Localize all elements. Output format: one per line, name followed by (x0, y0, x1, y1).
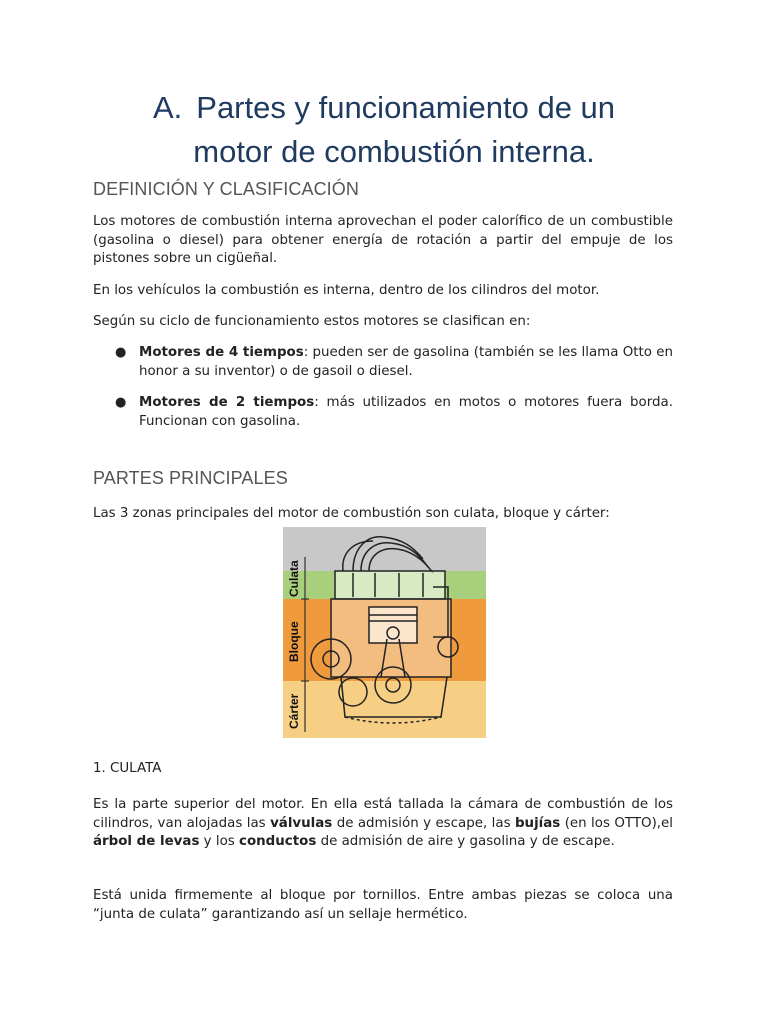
label-culata: Culata (287, 560, 301, 597)
text-span: de admisión y escape, las (332, 815, 515, 831)
bold-bujias: bujías (514, 815, 561, 831)
text-span: (en los OTTO),el (560, 815, 674, 831)
list-item-text: : pueden ser de gasolina (también se les llama Otto en honor a su inventor) o de gasoil o diesel. (139, 345, 673, 379)
section-heading-culata: 1. CULATA (93, 761, 162, 776)
bold-conductos: conductos (239, 834, 317, 849)
list-item-bold: Motores de 4 tiempos (139, 345, 304, 360)
list-item (93, 394, 673, 431)
title-line-1-text: Partes y funcionamiento de un (196, 90, 616, 125)
list-item (93, 344, 673, 381)
section-heading-partes: PARTES PRINCIPALES (93, 468, 288, 488)
paragraph-culata-1 (93, 796, 673, 852)
engine-diagram-svg (283, 527, 486, 738)
paragraph-definicion-1: Los motores de combustión interna aprovechan el poder calorífico de un combustible (gasolina o diesel) para obtener energía de rotación a partir del empuje de los pistones sobre un cigüeñal. (93, 214, 673, 266)
engine-diagram-image (283, 527, 486, 738)
label-bloque: Bloque (287, 621, 301, 662)
bullet-icon: ● (115, 395, 127, 410)
title-line-2: motor de combustión interna. (193, 134, 595, 169)
text-span: de admisión de aire y gasolina y de escape. (316, 834, 615, 849)
paragraph-definicion-3: Según su ciclo de funcionamiento estos motores se clasifican en: (93, 314, 531, 329)
list-item-text: : más utilizados en motos o motores fuera borda. Funcionan con gasolina. (139, 395, 673, 429)
title-line-1 (0, 86, 768, 130)
text-span: y los (199, 834, 240, 849)
bold-arbol-de-levas: árbol de levas (93, 834, 200, 849)
paragraph-partes-1: Las 3 zonas principales del motor de combustión son culata, bloque y cárter: (93, 506, 610, 521)
band-carter (283, 681, 486, 738)
text-span: Es la parte superior del motor. En ella está tallada la cámara de combustión de los cilindros, van alojadas las (93, 797, 673, 831)
paragraph-definicion-2: En los vehículos la combustión es interna, dentro de los cilindros del motor. (93, 283, 600, 298)
title-number: A. (152, 90, 183, 125)
bullet-icon: ● (115, 345, 127, 360)
paragraph-culata-2: Está unida firmemente al bloque por tornillos. Entre ambas piezas se coloca una “junta de culata” garantizando así un sellaje hermético. (93, 888, 673, 922)
bullet-list-tipos (93, 344, 673, 444)
bold-valvulas: válvulas (270, 815, 333, 831)
list-item-bold: Motores de 2 tiempos (139, 395, 315, 410)
page-title (0, 86, 768, 174)
section-heading-definicion: DEFINICIÓN Y CLASIFICACIÓN (93, 179, 359, 199)
label-carter: Cárter (287, 693, 301, 729)
